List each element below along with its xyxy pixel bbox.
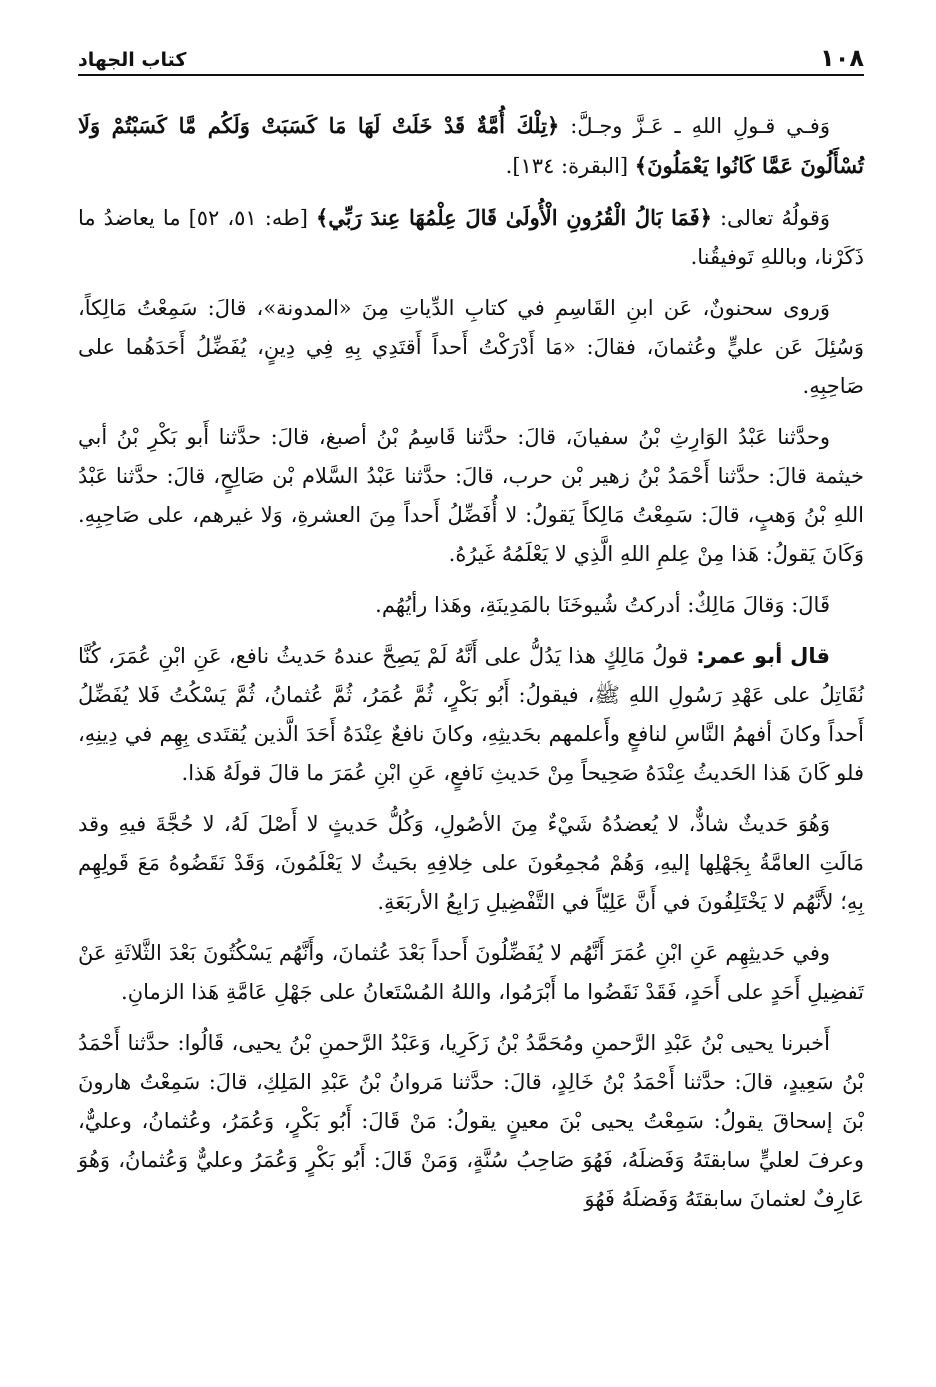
paragraph-text: قولُ مَالِكٍ هذا يَدُلُّ على أَنَّهُ لَمْ يَصِحَّ عندهُ حَديثُ نافع، عَنِ ابْنِ عُمَرَ، كُنَّا نُقَاتِلُ على عَهْدِ رَسُولِ اللهِ ﷺ، فيقولُ: أَبُو بَكْرٍ، ثُمَّ عُمَرُ، ثُمَّ عُثمانُ، ثُمَّ يَسْكُتُ فَلا يُفَضِّلُ أَحداً وكانَ أفهمُ النَّاسِ لنافعٍ وأَعلمهم بحَديثِهِ، وكانَ نافعٌ عِنْدَهُ أَحَدَ الَّذين يُقتَدى بِهِم في دِينِهِ، فلو كَانَ هَذا الحَديثُ عِنْدَهُ صَحِيحاً مِنْ حَديثِ نَافعٍ، عَنِ ابْنِ عُمَرَ ما قالَ قولَهُ هَذا. (78, 644, 864, 785)
book-page (78, 30, 864, 1370)
speaker-label: قال أبو عمر: (688, 644, 830, 668)
paragraph-quran-taha (78, 198, 864, 277)
paragraph-abu-umar (78, 637, 864, 793)
running-header (78, 30, 864, 76)
page-number: ١٠٨ (820, 44, 864, 72)
chapter-title: كتاب الجهاد (78, 49, 187, 71)
paragraph-sahnun-narration: وَروى سحنونٌ، عَن ابنِ القَاسِمِ في كتابِ الدِّياتِ مِنَ «المدونة»، قالَ: سَمِعْتُ مَالِكاً، وَسُئِلَ عَن عليٍّ وعُثمانَ، فقالَ: «مَا أَدْرَكْتُ أَحداً أَقتَدِي بِهِ فِي دِينٍ، يُفَضِّلُ أَحَدَهُما على صَاحِبِهِ. (78, 296, 864, 398)
quran-verse: ﴿تِلْكَ أُمَّةٌ قَدْ خَلَتْ لَهَا مَا كَسَبَتْ وَلَكُم مَّا كَسَبْتُمْ وَلَا تُسْأَلُونَ عَمَّا كَانُوا يَعْمَلُونَ﴾ (78, 113, 864, 178)
verse-reference: [طه: ٥١، ٥٢] ما يعاضدُ ما ذَكَرْنا، وباللهِ تَوفيقُنا. (78, 206, 864, 269)
paragraph-malik-quote: قَالَ: وَقالَ مَالِكٌ: أدركتُ شُيوخَنَا بالمَدِينَةِ، وهَذا رأيُهُم. (375, 593, 830, 617)
body-text (78, 106, 864, 1219)
paragraph-intro: وَفـي قـولِ اللهِ ـ عَـزَّ وجـلَّ: (559, 114, 830, 138)
paragraph-shadh-hadith: وَهُوَ حَديثٌ شاذٌّ، لا يُعضدُهُ شَيْءٌ مِنَ الأصُولِ، وَكُلُّ حَديثٍ لا أَصْلَ لَهُ، لا حُجَّةَ فيهِ وقد مَالَتِ العامَّةُ بِجَهْلِها إليهِ، وَهُمْ مُجمِعُونَ على خِلافِهِ بحَيثُ لا يَعْلَمُونَ، وَقَدْ نَقَضُوهُ مَعَ قَولِهِم بِهِ؛ لأَنَّهُم لا يَخْتَلِفُونَ في أَنَّ عَلِيّاً في التَّفْضِيلِ رَابِعُ الأربَعَةِ. (78, 812, 864, 914)
paragraph-yahya-ibn-main: أَخبرنا يحيى بْنُ عَبْدِ الرَّحمنِ ومُحَمَّدُ بْنُ زَكَرِيا، وَعَبْدُ الرَّحمنِ بْنُ يحيى، قَالُوا: حدَّثنا أَحْمَدُ بْنُ سَعِيدٍ، قالَ: حدَّثنا أَحْمَدُ بْنُ خَالِدٍ، قالَ: حدَّثنا مَروانُ بْنُ عَبْدِ المَلِكِ، قالَ: سَمِعْتُ هارونَ بْنَ إسحاقَ يقولُ: سَمِعْتُ يحيى بْنَ معينٍ يقولُ: مَنْ قَالَ: أَبُو بَكْرٍ، وَعُمَرُ، وعُثمانُ، وعليٌّ، وعرفَ لعليٍّ سابقتَهُ وَفَضلَهُ، فَهُوَ صَاحِبُ سُنَّةٍ، وَمَنْ قَالَ: أَبُو بَكْرٍ وَعُمَرُ وعليٌّ وَعُثمانُ، وَهُوَ عَارِفٌ لعثمانَ سابقتَهُ وَفَضلَهُ فَهُوَ (78, 1031, 864, 1211)
verse-reference: [البقرة: ١٣٤]. (505, 154, 635, 178)
paragraph-isnad-malik: وحدَّثنا عَبْدُ الوَارِثِ بْنُ سفيانَ، قالَ: حدَّثنا قَاسِمُ بْنُ أصبغ، قالَ: حدَّثنا أَبو بَكْرِ بْنُ أبي خيثمة قالَ: حدَّثنا أَحْمَدُ بْنُ زهير بْن حرب، قالَ: حدَّثنا عَبْدُ السَّلام بْن صَالِحٍ، قالَ: حدَّثنا عَبْدُ اللهِ بْنُ وَهبٍ، قالَ: سَمِعْتُ مَالِكاً يَقولُ: لا أُفَضِّلُ أَحداً مِنَ العشرةِ، وَلا غيرهم، على صَاحِبِهِ. وَكَانَ يَقولُ: هَذا مِنْ عِلمِ اللهِ الَّذِي لا يَعْلَمُهُ غَيرُهُ. (78, 425, 864, 566)
quran-verse: ﴿فَمَا بَالُ الْقُرُونِ الْأُولَىٰ قَالَ عِلْمُهَا عِندَ رَبِّي﴾ (316, 205, 712, 230)
paragraph-quran-baqarah (78, 106, 864, 186)
paragraph-ibn-umar: وفي حَديثِهِم عَنِ ابْنِ عُمَرَ أَنَّهُم لا يُفَضِّلُونَ أَحداً بَعْدَ عُثمانَ، وأَنَّهُم يَسْكُتُونَ بَعْدَ الثَّلاثَةِ عَنْ تَفضِيلِ أَحَدٍ على أَحَدٍ، فَقَدْ نَقَضُوا ما أَبْرَمُوا، واللهُ المُسْتَعانُ على جَهْلِ عَامَّةِ هَذا الزمانِ. (78, 941, 864, 1004)
paragraph-intro: وَقولُهُ تعالى: (711, 206, 830, 230)
